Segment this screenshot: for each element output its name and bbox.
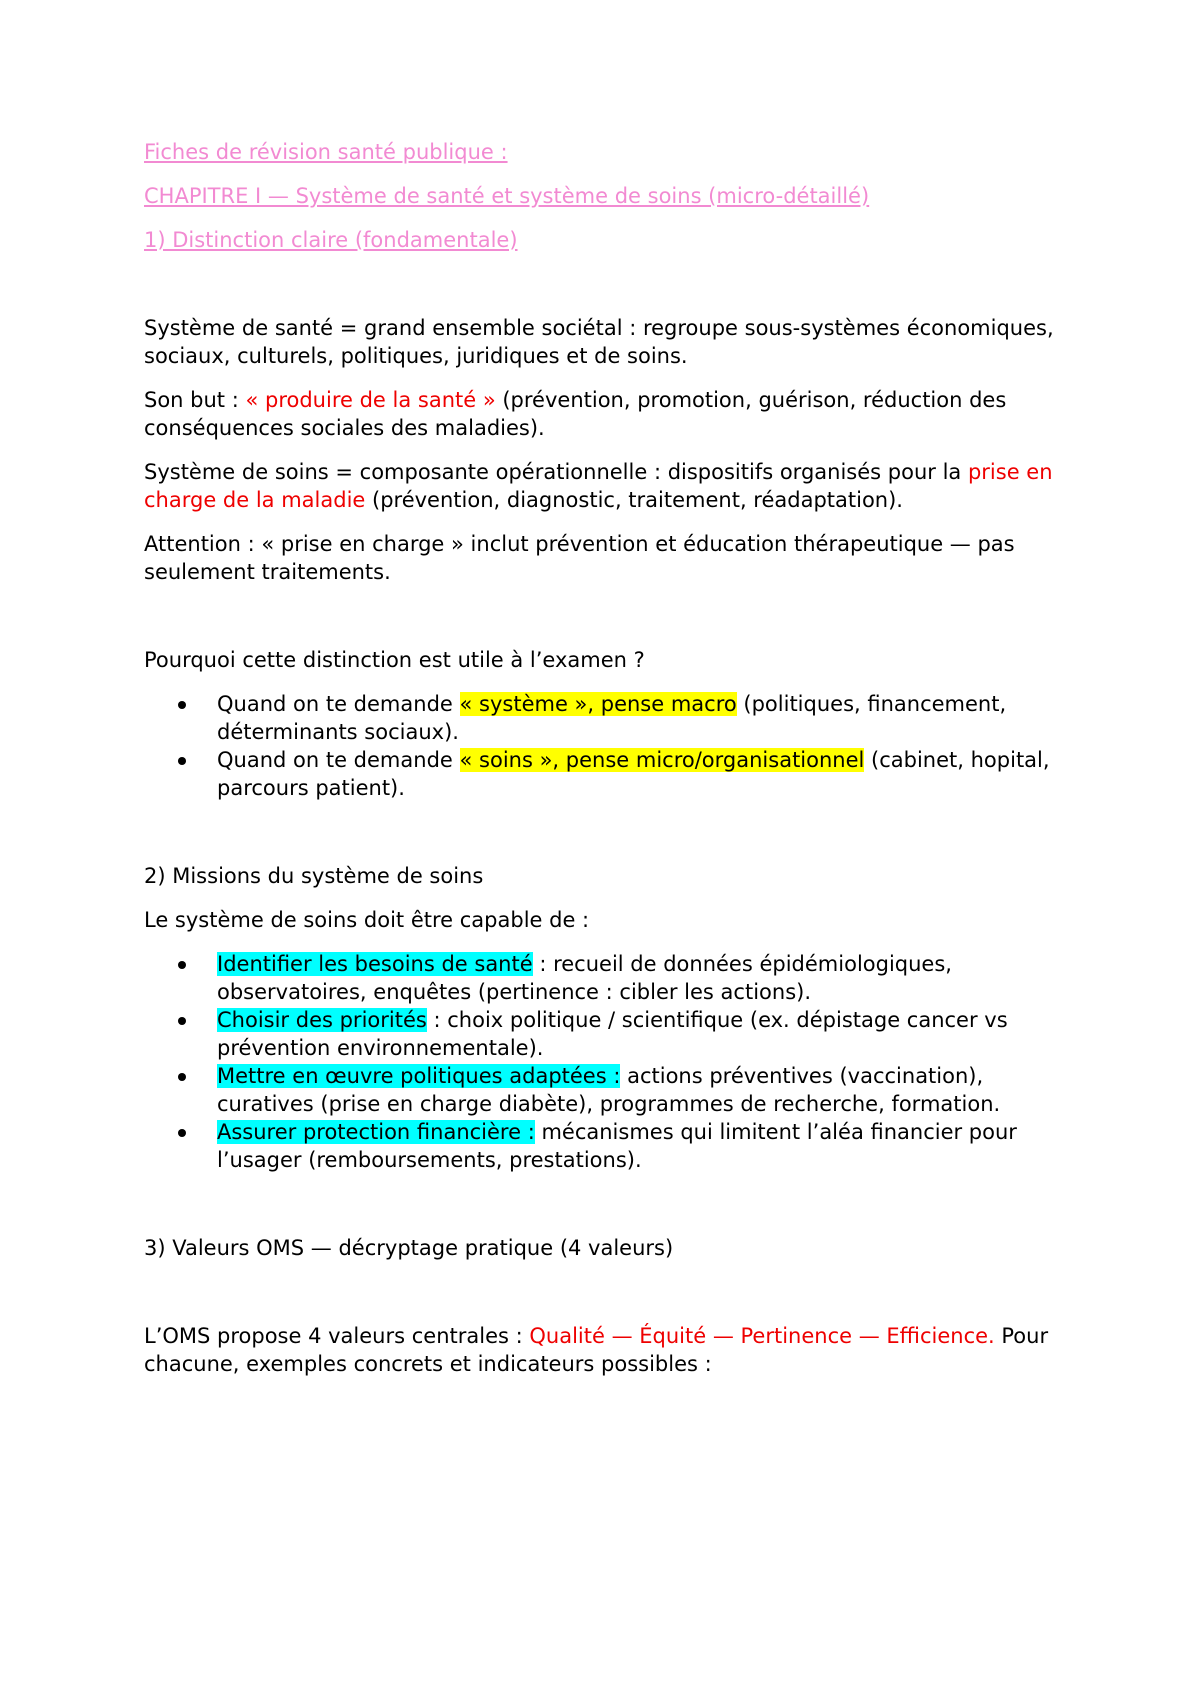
section-heading-1: 1) Distinction claire (fondamentale) <box>144 228 518 252</box>
bullet-icon <box>178 757 186 765</box>
paragraph-oms-values <box>144 1322 1064 1378</box>
highlight-cyan: Identifier les besoins de santé <box>217 952 533 976</box>
highlight-cyan: Assurer protection financière : <box>217 1120 535 1144</box>
item-text: : choix politique / scientifique (ex. dépistage cancer vs prévention environnementale). <box>217 1008 1008 1060</box>
list-item <box>144 1062 1064 1118</box>
paragraph-text: Système de santé = grand ensemble sociétal : regroupe sous-systèmes économiques, sociaux, culturels, politiques, juridiques et de soins. <box>144 316 1054 368</box>
section-heading-2: 2) Missions du système de soins <box>144 864 484 888</box>
item-text: : recueil de données épidémiologiques, observatoires, enquêtes (pertinence : cibler les actions). <box>217 952 952 1004</box>
list-item <box>144 950 1064 1006</box>
item-text: (cabinet, hopital, parcours patient). <box>217 748 1050 800</box>
list-item <box>144 1006 1064 1062</box>
item-text: (politiques, financement, déterminants sociaux). <box>217 692 1007 744</box>
chapter-heading: CHAPITRE I — Système de santé et système de soins (micro-détaillé) <box>144 184 870 208</box>
paragraph-intro-missions: Le système de soins doit être capable de : <box>144 908 590 932</box>
question-heading: Pourquoi cette distinction est utile à l’examen ? <box>144 648 645 672</box>
paragraph-attention <box>144 530 1064 586</box>
emphasis-red: prise en charge de la maladie <box>144 460 1053 512</box>
document-title: Fiches de révision santé publique : <box>144 140 508 164</box>
distinction-list <box>144 690 1064 802</box>
bullet-icon <box>178 1017 186 1025</box>
paragraph-systeme-sante <box>144 314 1064 370</box>
list-item <box>144 746 1064 802</box>
bullet-icon <box>178 1073 186 1081</box>
emphasis-red: Qualité — Équité — Pertinence — Efficience. <box>529 1324 995 1348</box>
paragraph-text: (prévention, promotion, guérison, réduction des conséquences sociales des maladies). <box>144 388 1007 440</box>
list-item <box>144 1118 1064 1174</box>
paragraph-text: L’OMS propose 4 valeurs centrales : <box>144 1324 530 1348</box>
item-text: mécanismes qui limitent l’aléa financier pour l’usager (remboursements, prestations). <box>217 1120 1017 1172</box>
paragraph-text: (prévention, diagnostic, traitement, réadaptation). <box>365 488 903 512</box>
item-text: Quand on te demande <box>217 748 460 772</box>
document-page <box>144 138 1064 1378</box>
paragraph-text: Son but : <box>144 388 246 412</box>
highlight-yellow: « soins », pense micro/organisationnel <box>459 748 865 772</box>
paragraph-text: Système de soins = composante opérationnelle : dispositifs organisés pour la <box>144 460 968 484</box>
missions-list <box>144 950 1064 1174</box>
highlight-cyan: Mettre en œuvre politiques adaptées : <box>217 1064 621 1088</box>
section-heading-3: 3) Valeurs OMS — décryptage pratique (4 valeurs) <box>144 1236 674 1260</box>
bullet-icon <box>178 701 186 709</box>
list-item <box>144 690 1064 746</box>
paragraph-systeme-soins <box>144 458 1064 514</box>
highlight-yellow: « système », pense macro <box>459 692 737 716</box>
item-text: actions préventives (vaccination), curatives (prise en charge diabète), programmes de recherche, formation. <box>217 1064 1001 1116</box>
paragraph-son-but <box>144 386 1064 442</box>
paragraph-text: Attention : « prise en charge » inclut prévention et éducation thérapeutique — pas seulement traitements. <box>144 532 1015 584</box>
emphasis-red: « produire de la santé » <box>245 388 496 412</box>
item-text: Quand on te demande <box>217 692 460 716</box>
bullet-icon <box>178 1129 186 1137</box>
paragraph-text: Pour chacune, exemples concrets et indicateurs possibles : <box>144 1324 1049 1376</box>
bullet-icon <box>178 961 186 969</box>
highlight-cyan: Choisir des priorités <box>217 1008 427 1032</box>
